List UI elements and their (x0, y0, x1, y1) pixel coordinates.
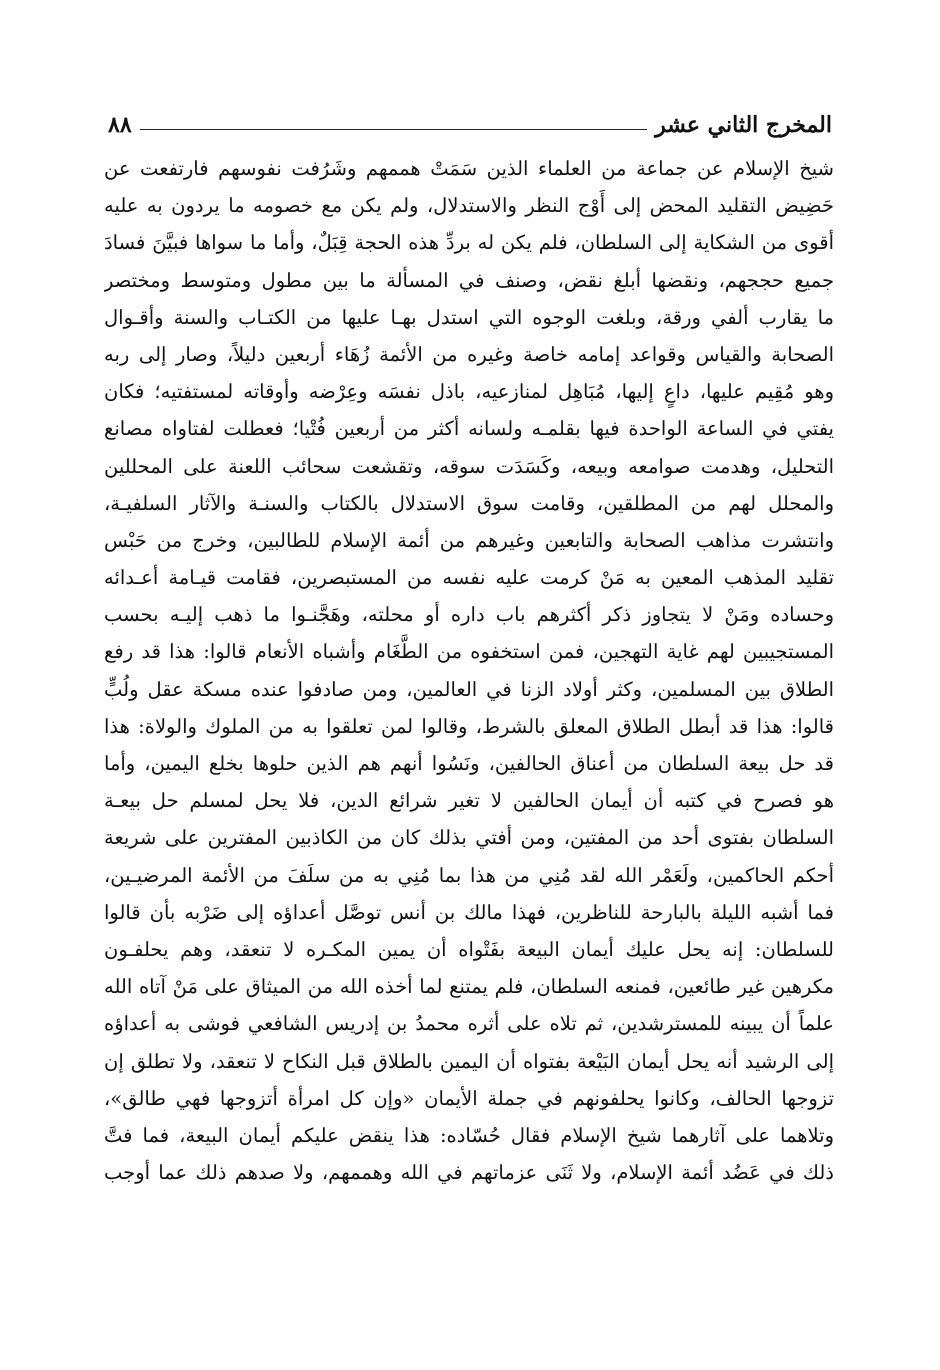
chapter-title: المخرج الثاني عشر (655, 112, 832, 138)
text-line: وتلاهما على آثارهما شيخ الإسلام فقال حُسّاده: هذا ينقض عليكم أيمان البيعة، فما فتَّ (104, 1123, 834, 1147)
text-line: وانتشرت مذاهب الصحابة والتابعين وغيرهم من أئمة الإسلام للطالبين، وخرج من حَبْس (104, 528, 834, 552)
text-line: جميع حججهم، ونقضها أبلغ نقض، وصنف في المسألة ما بين مطول ومتوسط ومختصر (104, 268, 834, 292)
text-line: والمحلل لهم من المطلقين، وقامت سوق الاستدلال بالكتاب والسنـة والآثار السلفيـة، (104, 491, 834, 515)
text-line: ذلك في عَضُد أئمة الإسلام، ولا ثَنَى عزماتهم في الله وهممهم، ولا صدهم ذلك عما أوجب (104, 1161, 834, 1185)
text-line: السلطان بفتوى أحد من المفتين، ومن أفتي بذلك كان من الكاذبين المفترين على شريعة (104, 826, 834, 850)
text-line: فما أشبه الليلة بالبارحة للناظرين، فهذا مالك بن أنس توصَّل أعداؤه إلى ضَرْبه بأن قالوا (104, 900, 834, 924)
text-line: التحليل، وهدمت صوامعه وبيعه، وكَسَدَت سوقه، وتقشعت سحائب اللعنة على المحللين (104, 454, 834, 478)
text-line: الطلاق بين المسلمين، وكثر أولاد الزنا في العالمين، ومن صادفوا عنده مسكة عقل ولُبٍّ (104, 677, 834, 701)
text-line: قد حل بيعة السلطان من أعناق الحالفين، ونَسُوا أنهم هم الذين حلوها بخلع اليمين، وأما (104, 752, 834, 775)
text-line: قالوا: هذا قد أبطل الطلاق المعلق بالشرط، وقالوا لمن تعلقوا به من الملوك والولاة: هذا (104, 714, 834, 738)
text-line: للسلطان: إنه يحل عليك أيمان البيعة بفَتْواه أن يمين المكـره لا تنعقد، وهم يحلفـون (104, 937, 834, 961)
page-number: ٨٨ (108, 112, 132, 138)
text-line: يفتي في الساعة الواحدة فيها بقلمـه ولسانه أكثر من أربعين فُتْيا؛ فعطلت لفتاواه مصانع (104, 417, 834, 441)
text-line: مكرهين غير طائعين، فمنعه السلطان، فلم يمتنع لما أخذه الله من الميثاق على مَنْ آتاه الله (104, 975, 834, 999)
text-line: علماً أن يبينه للمسترشدين، ثم تلاه على أثره محمدُ بن إدريس الشافعي فوشى به أعداؤه (104, 1012, 834, 1036)
text-line: وهو مُقِيم عليها، داعٍ إليها، مُبَاهِل لمنازعيه، باذل نفسَه وعِرْضه وأوقاته لمستفتيه؛ فكان (104, 380, 834, 404)
text-line: هو فصرح في كتبه أن أيمان الحالفين لا تغير شرائع الدين، فلا يحل لمسلم حل بيعـة (104, 789, 834, 813)
text-line: حَضِيض التقليد المحض إلى أَوْج النظر والاستدلال، ولم يكن مع خصومه ما يردون به عليه (104, 194, 834, 218)
text-line: ما يقارب ألفي ورقة، وبلغت الوجوه التي استدل بهـا عليها من الكتـاب والسنة وأقـوال (104, 305, 834, 329)
text-line: تقليد المذهب المعين به مَنْ كرمت عليه نفسه من المستبصرين، فقامت قيـامة أعـدائه (104, 566, 834, 590)
text-line: إلى الرشيد أنه يحل أيمان البَيْعة بفتواه أن اليمين بالطلاق قبل النكاح لا تنعقد، ولا تطلق إن (104, 1049, 834, 1073)
text-line: أقوى من الشكاية إلى السلطان، فلم يكن له بردِّ هذه الحجة قِبَلٌ، وأما ما سواها فبيَّنَ فسادَ (104, 231, 834, 255)
text-line: المستجيبين لهم غاية التهجين، فمن استخفوه من الطَّغَام وأشباه الأنعام قالوا: هذا قد رفع (104, 640, 834, 664)
body-text (104, 150, 834, 1191)
text-line: شيخ الإسلام عن جماعة من العلماء الذين سَمَتْ هممهم وشَرُفت نفوسهم فارتفعت عن (104, 157, 834, 180)
text-line: الصحابة والقياس وقواعد إمامه خاصة وغيره من الأئمة زُهَاء أربعين دليلاً، وصار إلى ربه (104, 342, 834, 366)
text-line: تزوجها الحالف، وكانوا يحلفونهم في جملة الأيمان «وإن كل امرأة أتزوجها فهي طالق»، (104, 1086, 834, 1110)
text-line: أحكم الحاكمين، ولَعَمْر الله لقد مُنِي من هذا بما مُنِي به من سلَفَ من الأئمة المرضيـين، (104, 863, 834, 887)
text-line: وحساده ومَنْ لا يتجاوز ذكر أكثرهم باب داره أو محلته، وهَجَّنـوا ما ذهب إليـه بحسب (104, 603, 834, 627)
running-header (108, 96, 832, 136)
header-rule (140, 129, 647, 130)
